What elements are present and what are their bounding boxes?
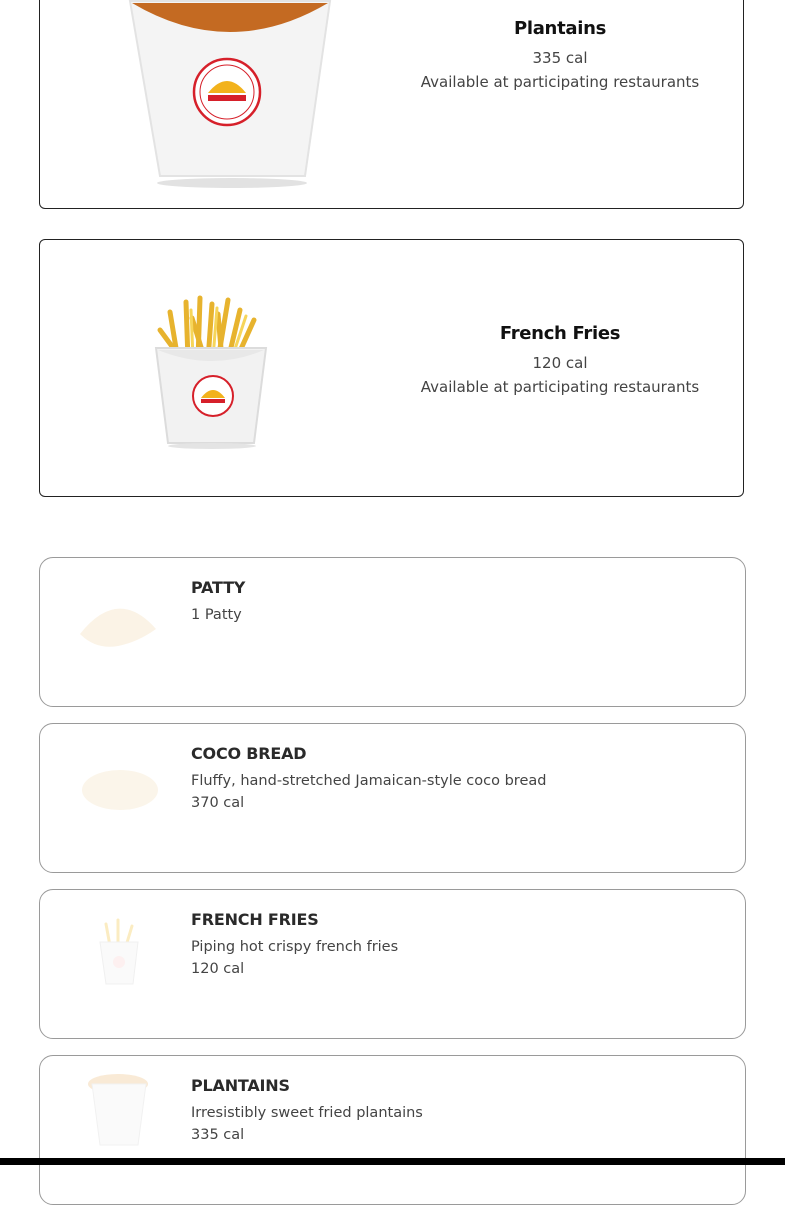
featured-card-plantains[interactable]	[39, 0, 744, 209]
menu-item-patty[interactable]	[39, 557, 746, 707]
coco-bread-thumbnail	[78, 750, 158, 830]
menu-item-plantains[interactable]	[39, 1055, 746, 1205]
menu-item-title: COCO BREAD	[191, 744, 307, 763]
menu-item-title: PLANTAINS	[191, 1076, 290, 1095]
featured-title: Plantains	[513, 18, 607, 39]
menu-item-description: Irresistibly sweet fried plantains	[191, 1105, 423, 1121]
menu-item-description: 1 Patty	[191, 607, 242, 623]
menu-item-calories: 335 cal	[191, 1127, 245, 1143]
french-fries-image	[60, 290, 410, 455]
featured-availability: Available at participating restaurants	[420, 73, 700, 91]
menu-item-text	[191, 744, 711, 811]
menu-item-calories: 120 cal	[191, 961, 245, 977]
menu-item-text	[191, 1076, 711, 1143]
menu-item-description: Piping hot crispy french fries	[191, 939, 399, 955]
featured-card-french-fries[interactable]	[39, 239, 744, 497]
featured-info	[395, 323, 725, 396]
bottom-bar	[0, 1158, 785, 1165]
plantains-thumbnail	[78, 1070, 158, 1150]
menu-item-text	[191, 578, 711, 623]
menu-item-title: FRENCH FRIES	[191, 910, 319, 929]
menu-item-text	[191, 910, 711, 977]
french-fries-thumbnail	[78, 916, 158, 996]
featured-info	[395, 18, 725, 91]
featured-title: French Fries	[499, 323, 621, 344]
featured-availability: Available at participating restaurants	[420, 378, 700, 396]
menu-item-title: PATTY	[191, 578, 246, 597]
menu-item-french-fries[interactable]	[39, 889, 746, 1039]
plantains-image	[60, 0, 410, 201]
menu-item-calories: 370 cal	[191, 795, 245, 811]
featured-calories: 120 cal	[532, 354, 588, 372]
menu-item-coco-bread[interactable]	[39, 723, 746, 873]
menu-item-description: Fluffy, hand-stretched Jamaican-style coco bread	[191, 773, 547, 789]
featured-calories: 335 cal	[532, 49, 588, 67]
patty-thumbnail	[78, 584, 158, 664]
